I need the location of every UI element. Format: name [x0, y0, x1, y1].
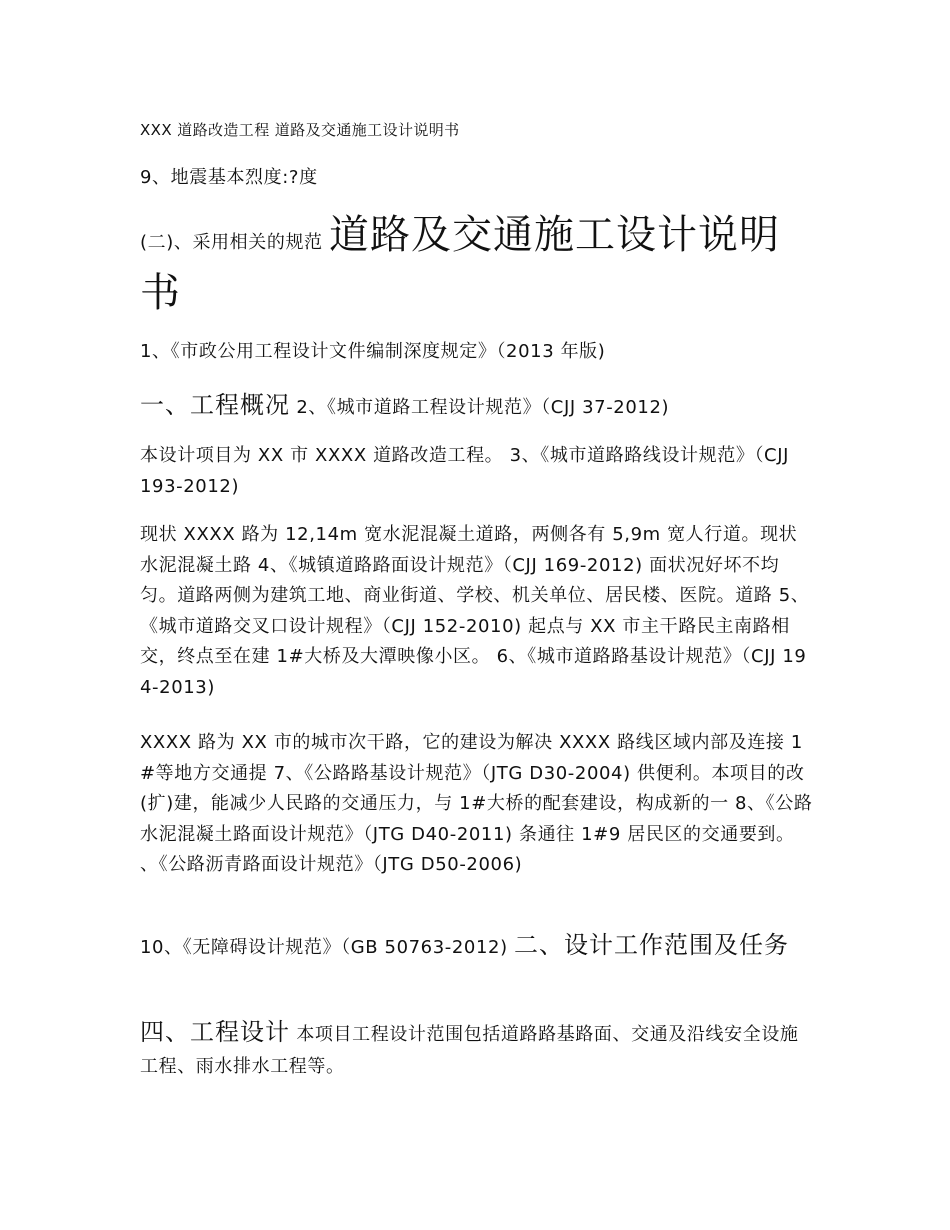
- project-intro-paragraph: 本设计项目为 XX 市 XXXX 道路改造工程。 3、《城市道路路线设计规范》（CJJ 193-2012): [140, 445, 790, 497]
- specs-heading-small: (二)、采用相关的规范: [140, 232, 323, 253]
- design-heading: 四、工程设计: [140, 1018, 290, 1046]
- road-role-paragraph: XXXX 路为 XX 市的城市次干路，它的建设为解决 XXXX 路线区域内部及连接 1#等地方交通提 7、《公路路基设计规范》（JTG D30-2004) 供便利。本项目的改(扩)建，能减少人民路的交通压力，与 1#大桥的配套建设，构成新的一 8、《公路水泥混凝土路面设计规范》（JTG D40-2011) 条通往 1#9 居民区的交通要到。 、《公路沥青路面设计规范》（JTG D50-2006): [140, 732, 813, 875]
- overview-heading: 一、工程概况: [140, 391, 290, 419]
- current-status-paragraph: 现状 XXXX 路为 12,14m 宽水泥混凝土道路，两侧各有 5,9m 宽人行道。现状水泥混凝土路 4、《城镇道路路面设计规范》（CJJ 169-2012) 面状况好坏不均匀。道路两侧为建筑工地、商业街道、学校、机关单位、居民楼、医院。道路 5、《城市道路交叉口设计规程》（CJJ 152-2010) 起点与 XX 市主干路民主南路相交，终点至在建 1#大桥及大潭映像小区。 6、《城市道路路基设计规范》（CJJ 194-2013): [140, 524, 810, 698]
- spec-item-1: 1、《市政公用工程设计文件编制深度规定》（2013 年版): [140, 341, 606, 362]
- doc-title-large: 道路及交通施工设计说明书: [140, 212, 780, 316]
- scope-heading: 二、设计工作范围及任务: [514, 931, 790, 959]
- seismic-intensity: 9、地震基本烈度:?度: [140, 167, 318, 188]
- overview-line: [140, 390, 669, 424]
- spec-10-line: [140, 930, 815, 964]
- running-header: XXX 道路改造工程 道路及交通施工设计说明书: [140, 121, 460, 139]
- specs-section-heading: [140, 210, 815, 326]
- design-paragraph: [140, 1016, 815, 1083]
- spec-item-10: 10、《无障碍设计规范》（GB 50763-2012): [140, 937, 508, 958]
- spec-item-2: 2、《城市道路工程设计规范》（CJJ 37-2012): [296, 397, 670, 418]
- scope-text: 本项目工程设计范围包括道路路基路面、交通及沿线安全设施工程、雨水排水工程等。: [140, 1024, 799, 1077]
